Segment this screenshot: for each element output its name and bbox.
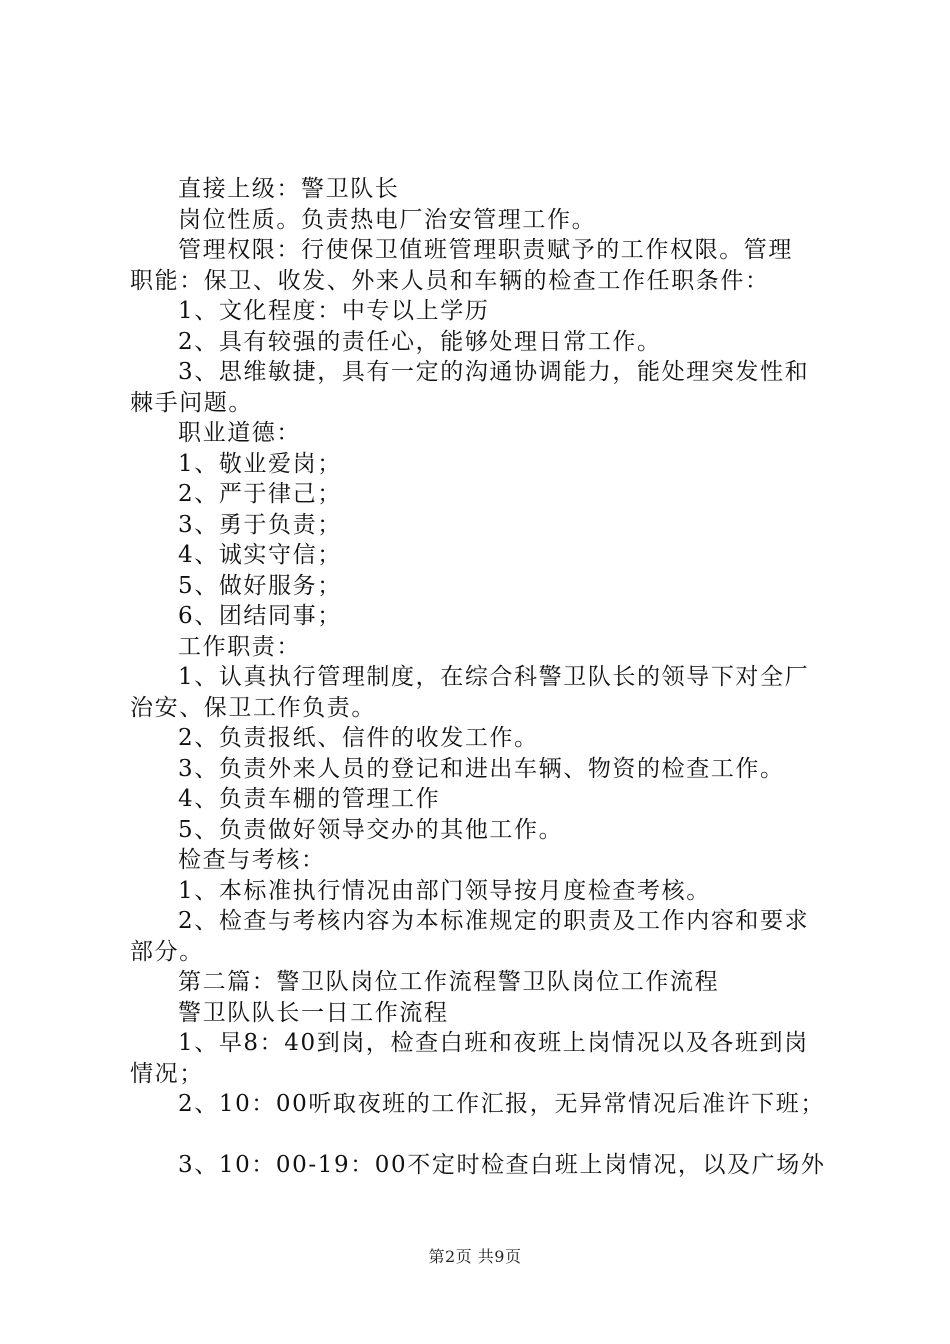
text-line: 6、团结同事； <box>178 603 342 629</box>
text-line: 4、负责车棚的管理工作 <box>178 786 441 812</box>
text-line: 治安、保卫工作负责。 <box>130 694 376 721</box>
text-line: 职业道德： <box>178 420 301 446</box>
document-body <box>130 174 835 1180</box>
text-line: 3、思维敏捷，具有一定的沟通协调能力，能处理突发性和 <box>178 359 810 385</box>
text-line: 2、严于律己； <box>178 481 342 507</box>
text-line: 检查与考核： <box>178 847 326 873</box>
text-line: 1、早8：40到岗，检查白班和夜班上岗情况以及各班到岗 <box>178 1030 809 1056</box>
text-line: 1、敬业爱岗； <box>178 450 342 477</box>
text-line: 2、10：00听取夜班的工作汇报，无异常情况后准许下班； <box>178 1091 825 1117</box>
text-line: 3、负责外来人员的登记和进出车辆、物资的检查工作。 <box>178 755 785 782</box>
text-line: 5、做好服务； <box>178 572 342 599</box>
text-line: 3、10：00-19：00不定时检查白班上岗情况，以及广场外 <box>178 1151 826 1178</box>
text-line: 警卫队队长一日工作流程 <box>178 999 449 1026</box>
page-footer: 第2页 共9页 <box>428 1247 522 1266</box>
text-line: 直接上级：警卫队长 <box>178 176 400 202</box>
text-line: 1、本标准执行情况由部门领导按月度检查考核。 <box>178 877 711 904</box>
text-line: 情况； <box>130 1060 204 1087</box>
text-line: 工作职责： <box>178 633 301 660</box>
blank-line <box>130 1120 835 1150</box>
text-line: 部分。 <box>130 938 204 965</box>
text-line: 棘手问题。 <box>130 389 253 416</box>
text-line: 2、具有较强的责任心，能够处理日常工作。 <box>178 328 662 355</box>
text-line: 岗位性质。负责热电厂治安管理工作。 <box>178 206 597 233</box>
text-line: 第二篇：警卫队岗位工作流程警卫队岗位工作流程 <box>178 969 720 995</box>
text-line: 1、文化程度：中专以上学历 <box>178 298 490 324</box>
text-line: 5、负责做好领导交办的其他工作。 <box>178 816 564 843</box>
text-line: 4、诚实守信； <box>178 542 342 568</box>
text-line: 2、检查与考核内容为本标准规定的职责及工作内容和要求 <box>178 908 810 934</box>
text-line: 1、认真执行管理制度，在综合科警卫队长的领导下对全厂 <box>178 664 810 690</box>
text-line: 管理权限：行使保卫值班管理职责赋予的工作权限。管理 <box>178 237 793 263</box>
text-line: 3、勇于负责； <box>178 511 342 538</box>
text-line: 2、负责报纸、信件的收发工作。 <box>178 725 539 751</box>
text-line: 职能：保卫、收发、外来人员和车辆的检查工作任职条件： <box>130 267 770 294</box>
